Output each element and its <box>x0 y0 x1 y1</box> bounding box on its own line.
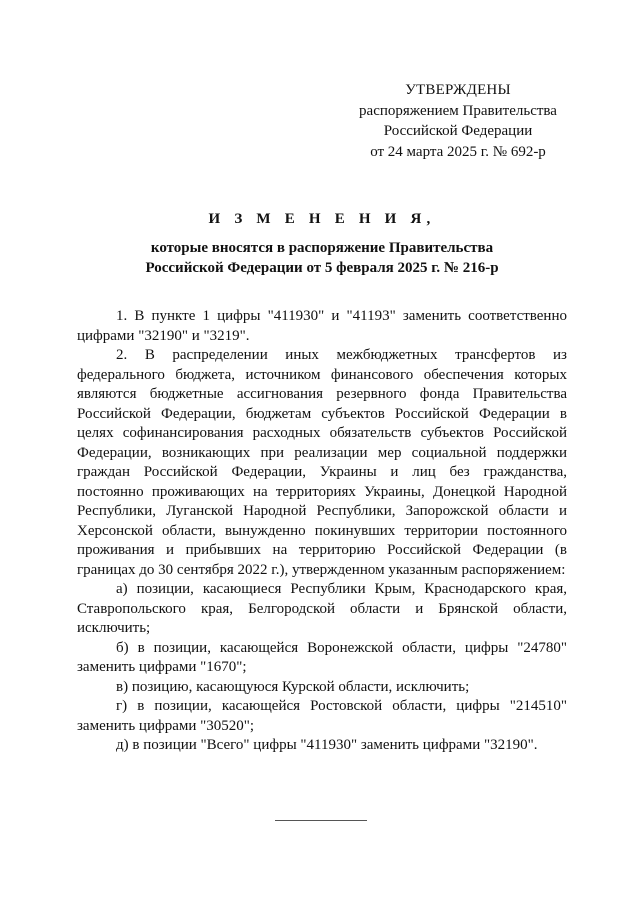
document-title: И З М Е Н Е Н И Я, <box>208 211 436 227</box>
approval-line-order: распоряжением Правительства <box>359 102 557 119</box>
subitem-a: а) позиции, касающиеся Республики Крым, Краснодарского края, Ставропольского края, Белгородской области и Брянской области, исключить; <box>77 581 567 636</box>
document-subtitle-line-1: которые вносятся в распоряжение Правительства <box>150 239 494 256</box>
paragraph-1: 1. В пункте 1 цифры "411930" и "41193" заменить соответственно цифрами "32190" и "3219". <box>77 308 567 344</box>
subitem-g: г) в позиции, касающейся Ростовской области, цифры "214510" заменить цифрами "30520"; <box>77 698 567 734</box>
end-separator-line <box>275 820 367 821</box>
approval-line-date: от 24 марта 2025 г. № 692-р <box>370 143 546 160</box>
document-title-block <box>77 209 567 279</box>
approval-stamp <box>340 80 576 162</box>
subitem-b: б) в позиции, касающейся Воронежской области, цифры "24780" заменить цифрами "1670"; <box>77 639 567 675</box>
approval-line-government: Российской Федерации <box>383 123 533 139</box>
document-subtitle-line-2: Российской Федерации от 5 февраля 2025 г. № 216-р <box>145 260 499 276</box>
subitem-v: в) позицию, касающуюся Курской области, исключить; <box>116 678 470 695</box>
approval-heading: УТВЕРЖДЕНЫ <box>405 82 511 98</box>
document-body <box>77 307 567 756</box>
paragraph-2: 2. В распределении иных межбюджетных трансфертов из федерального бюджета, источником финансового обеспечения которых являются бюджетные ассигнования резервного фонда Правительства Российской Федерации, бюджетам субъектов Российской Федерации в целях софинансирования расходных обязательств субъектов Российской Федерации, возникающих при реализации мер социальной поддержки граждан Российской Федерации, Украины и лиц без гражданства, постоянно проживающих на территориях Украины, Донецкой Народной Республики, Луганской Народной Республики, Запорожской области и Херсонской области, вынужденно покинувших территории постоянного проживания и прибывших на территорию Российской Федерации (в границах до 30 сентября 2022 г.), утвержденном указанным распоряжением: <box>77 347 567 578</box>
subitem-d: д) в позиции "Всего" цифры "411930" заменить цифрами "32190". <box>116 737 538 753</box>
